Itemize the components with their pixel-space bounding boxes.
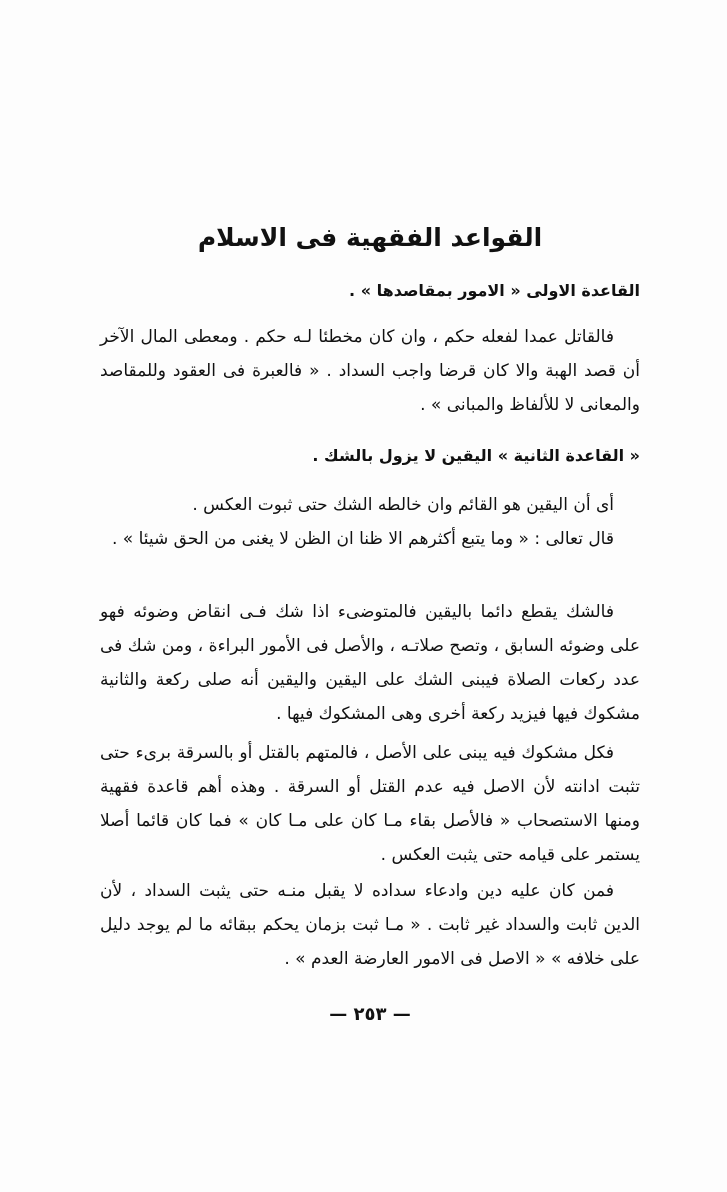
rule2-paragraph-5: فمن كان عليه دين وادعاء سداده لا يقبل منـه حتى يثبت السداد ، لأن الدين ثابت والسداد غير ثابت . « مـا ثبت بزمان يحكم ببقائه ما لم يوجد دليل على خلافه » « الاصل فى الامور العارضة العدم » . [100,881,640,969]
rule2-paragraph-4: فكل مشكوك فيه يبنى على الأصل ، فالمتهم بالقتل أو بالسرقة برىء حتى تثبت ادانته لأن الاصل فيه عدم القتل أو السرقة . وهذه أهم قاعدة فقهية ومنها الاستصحاب « فالأصل بقاء مـا كان على مـا كان » فما كان قائما أصلا يستمر على قيامه حتى يثبت العكس . [100,743,640,865]
rule1-paragraph: فالقاتل عمدا لفعله حكم ، وان كان مخطئا لـه حكم . ومعطى المال الآخر أن قصد الهبة والا كان قرضا واجب السداد . « فالعبرة فى العقود وللمقاصد والمعانى لا للألفاظ والمبانى » . [100,327,640,415]
page-title: القواعد الفقهية فى الاسلام [197,223,543,252]
page-number: — ٢٥٣ — [329,1004,411,1025]
rule1-heading: القاعدة الاولى « الامور بمقاصدها » . [349,281,640,300]
rule2-paragraph-2: قال تعالى : « وما يتبع أكثرهم الا ظنا ان الظن لا يغنى من الحق شيئا » . [111,529,614,549]
rule2-heading: « القاعدة الثانية » اليقين لا يزول بالشك . [312,446,640,465]
rule2-paragraph-3: فالشك يقطع دائما باليقين فالمتوضىء اذا شك فـى انقاض وضوئه فهو على وضوئه السابق ، وتصح صلاتـه ، والأصل فى الأمور البراءة ، ومن شك فى عدد ركعات الصلاة فيبنى الشك على اليقين واليقين أنه صلى ركعة والثانية مشكوك فيها فيزيد ركعة أخرى وهى المشكوك فيها . [100,602,640,724]
rule2-paragraph-1: أى أن اليقين هو القائم وان خالطه الشك حتى ثبوت العكس . [192,495,614,515]
